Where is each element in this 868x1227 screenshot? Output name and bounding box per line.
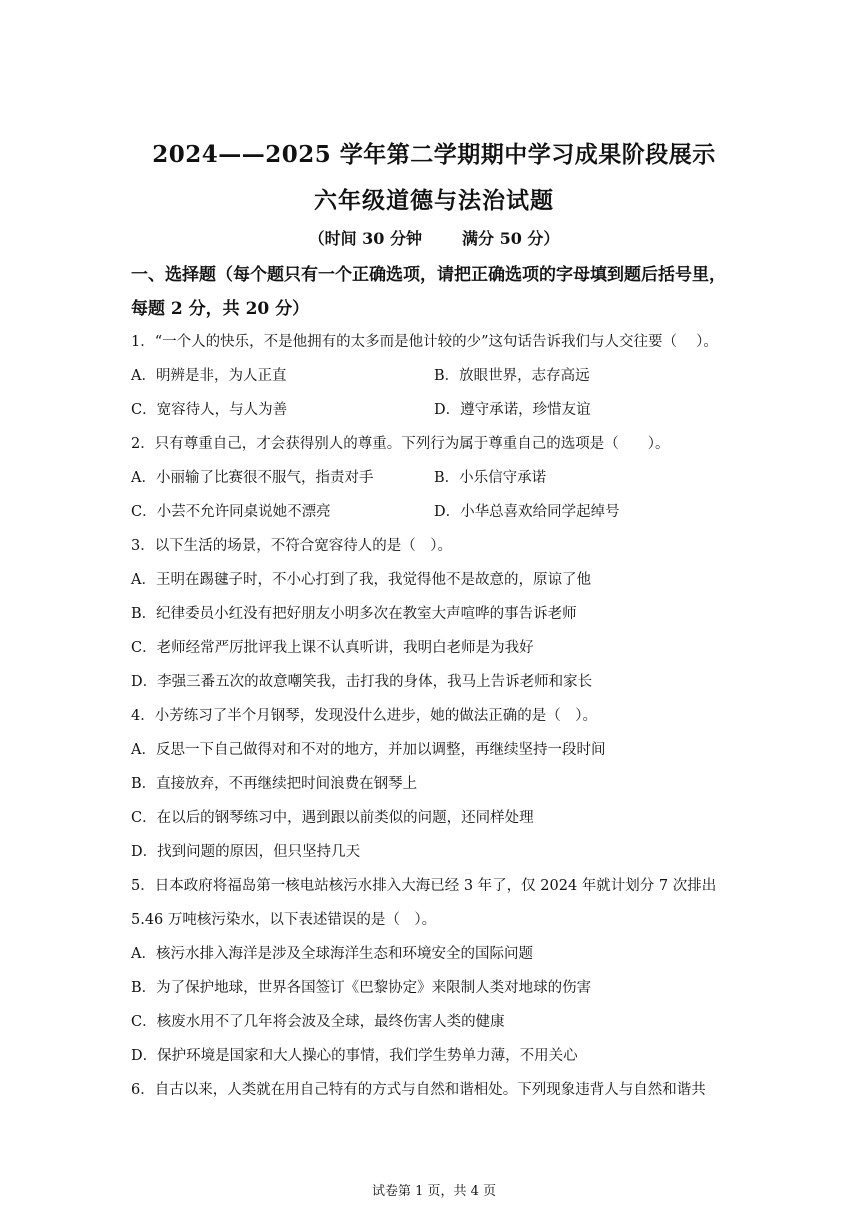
- question-4-option-a: A．反思一下自己做得对和不对的地方，并加以调整，再继续坚持一段时间: [131, 742, 606, 758]
- exam-subject: 六年级道德与法治试题: [314, 187, 554, 214]
- question-2-option-d: D．小华总喜欢给同学起绰号: [434, 504, 620, 520]
- question-3-option-c: C．老师经常严厉批评我上课不认真听讲，我明白老师是为我好: [131, 640, 534, 656]
- question-4-stem: 4．小芳练习了半个月钢琴，发现没什么进步，她的做法正确的是（ ）。: [131, 708, 597, 724]
- question-5-option-c: C．核废水用不了几年将会波及全球，最终伤害人类的健康: [131, 1014, 505, 1030]
- question-3-option-a: A．王明在踢毽子时，不小心打到了我，我觉得他不是故意的，原谅了他: [131, 572, 591, 588]
- question-5-stem-line2: 5.46 万吨核污染水，以下表述错误的是（ ）。: [131, 912, 437, 928]
- question-4-option-c: C．在以后的钢琴练习中，遇到跟以前类似的问题，还同样处理: [131, 810, 534, 826]
- question-5-stem-line1: 5．日本政府将福岛第一核电站核污水排入大海已经 3 年了，仅 2024 年就计划分 7 次排出: [131, 878, 717, 894]
- page-footer: 试卷第 1 页，共 4 页: [371, 1184, 497, 1199]
- question-4-option-b: B．直接放弃，不再继续把时间浪费在钢琴上: [131, 776, 418, 792]
- section-heading-line1: 一、选择题（每个题只有一个正确选项，请把正确选项的字母填到题后括号里，: [131, 265, 726, 285]
- question-1-option-c: C．宽容待人，与人为善: [131, 402, 288, 418]
- exam-score: 满分 50 分）: [462, 229, 560, 248]
- question-3-option-d: D．李强三番五次的故意嘲笑我，击打我的身体，我马上告诉老师和家长: [131, 674, 593, 690]
- question-5-option-b: B．为了保护地球，世界各国签订《巴黎协定》来限制人类对地球的伤害: [131, 980, 592, 996]
- question-1-stem: 1．“一个人的快乐，不是他拥有的太多而是他计较的少”这句话告诉我们与人交往要（ ）。: [131, 334, 718, 350]
- question-5-option-d: D．保护环境是国家和大人操心的事情，我们学生势单力薄，不用关心: [131, 1048, 578, 1064]
- question-2-option-c: C．小芸不允许同桌说她不漂亮: [131, 504, 331, 520]
- question-1-option-d: D．遵守承诺，珍惜友谊: [434, 402, 591, 418]
- question-1-option-b: B．放眼世界，志存高远: [434, 368, 590, 384]
- section-heading-line2: 每题 2 分，共 20 分）: [131, 299, 310, 319]
- exam-title: 2024——2025 学年第二学期期中学习成果阶段展示: [152, 141, 716, 168]
- question-2-option-b: B．小乐信守承诺: [434, 470, 547, 486]
- question-6-stem: 6．自古以来，人类就在用自己特有的方式与自然和谐相处。下列现象违背人与自然和谐共: [131, 1082, 706, 1098]
- question-2-option-a: A．小丽输了比赛很不服气，指责对手: [131, 470, 374, 486]
- exam-time-score: [0, 226, 868, 249]
- exam-time: （时间 30 分钟: [308, 229, 422, 248]
- question-5-option-a: A．核污水排入海洋是涉及全球海洋生态和环境安全的国际问题: [131, 946, 533, 962]
- question-3-option-b: B．纪律委员小红没有把好朋友小明多次在教室大声喧哗的事告诉老师: [131, 606, 577, 622]
- question-1-option-a: A．明辨是非，为人正直: [131, 368, 287, 384]
- question-3-stem: 3．以下生活的场景，不符合宽容待人的是（ ）。: [131, 538, 452, 554]
- question-4-option-d: D．找到问题的原因，但只坚持几天: [131, 844, 361, 860]
- question-2-stem: 2．只有尊重自己，才会获得别人的尊重。下列行为属于尊重自己的选项是（ ）。: [131, 436, 670, 452]
